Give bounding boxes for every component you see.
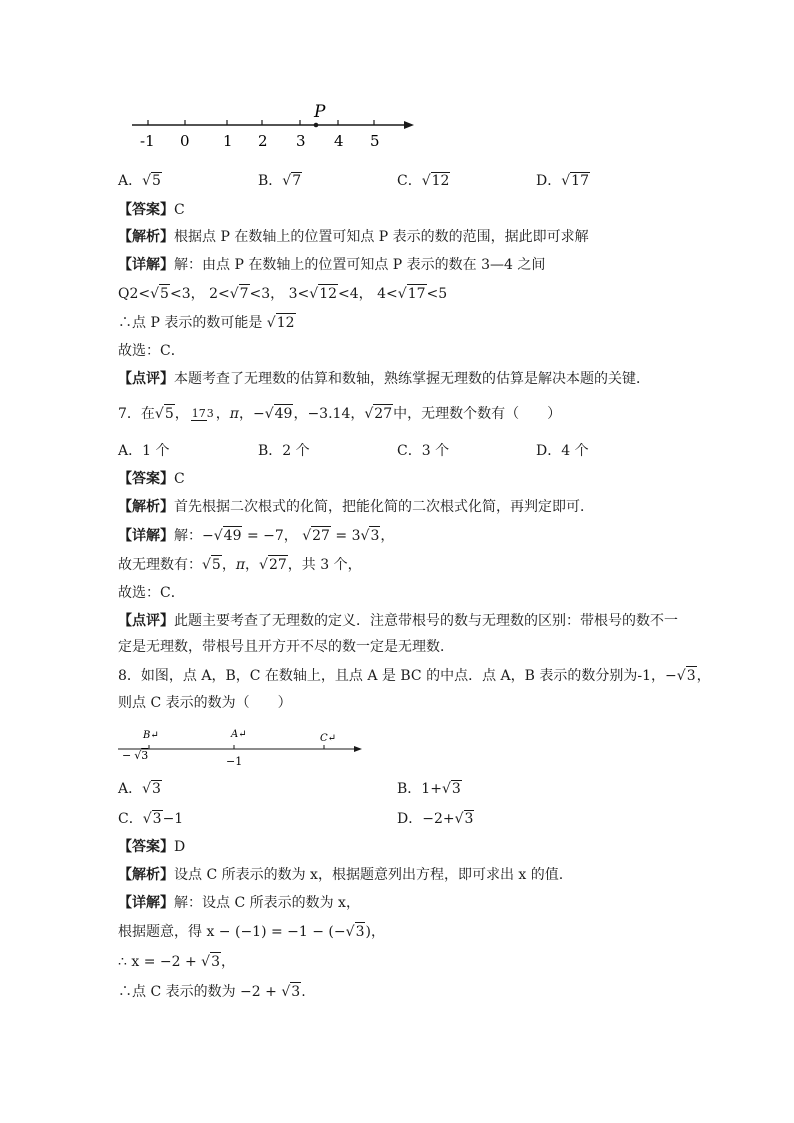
tick-label: 5 [370,132,380,150]
tick-label: 1 [223,132,233,150]
value-a: −1 [226,755,243,768]
q7-option-b: B．2 个 [258,443,310,459]
q6-option-a: A．√5 [118,173,161,189]
number-line-abc [116,722,366,772]
q8-detail: 【详解】解：设点 C 所表示的数为 x， [118,895,360,911]
q8-equation: 根据题意，得 x − (−1) = −1 − (−√3)， [118,924,385,940]
number-line-p [128,96,428,156]
q6-analysis: 【解析】根据点 P 在数轴上的位置可知点 P 表示的数的范围，据此即可求解 [118,229,589,245]
point-p [314,123,319,128]
q7-irrationals: 故无理数有：√5，π，√27，共 3 个， [118,557,362,573]
q6-option-c: C．√12 [397,173,450,189]
tick-label: 2 [258,132,268,150]
tick-label: -1 [140,132,155,150]
tick-label: 3 [296,132,306,150]
q7-choose: 故选：C． [118,585,185,601]
q7-analysis: 【解析】首先根据二次根式的化简，把能化简的二次根式化简，再判定即可． [118,499,594,515]
q8-stem-2: 则点 C 表示的数为（ ） [118,695,292,711]
q8-final: ∴点 C 表示的数为 −2 + √3. [118,984,306,1000]
q6-option-d: D．√17 [536,173,589,189]
q6-inequalities: Q2<√5<3， 2<√7<3， 3<√12<4， 4<√17<5 [118,286,448,302]
q8-analysis: 【解析】设点 C 所表示的数为 x，根据题意列出方程，即可求出 x 的值. [118,867,564,883]
tick-label: 4 [334,132,344,150]
q6-choose: 故选：C． [118,343,185,359]
q7-comment-1: 【点评】此题主要考查了无理数的定义．注意带根号的数与无理数的区别：带根号的数不一 [118,613,678,629]
q8-option-a: A．√3 [118,781,161,797]
q7-option-d: D．4 个 [536,443,589,459]
q7-option-c: C．3 个 [397,443,450,459]
q6-detail: 【详解】解：由点 P 在数轴上的位置可知点 P 表示的数在 3—4 之间 [118,257,546,273]
q8-option-c: C．√3−1 [118,811,184,827]
q6-comment: 【点评】本题考查了无理数的估算和数轴，熟练掌握无理数的估算是解决本题的关键． [118,371,650,387]
point-p-label: P [314,102,326,122]
q8-stem-1: 8．如图，点 A，B，C 在数轴上，且点 A 是 BC 的中点．点 A，B 表示的数分别为-1，−√3， [118,668,711,684]
q8-x-value: ∴ x = −2 + √3， [118,954,235,970]
label-c: C↵ [320,733,337,744]
q7-option-a: A．1 个 [118,443,170,459]
value-b: − √3 [122,749,149,762]
q7-answer: 【答案】C [118,471,185,487]
q6-therefore: ∴点 P 表示的数可能是 √12 [118,315,295,331]
q6-answer: 【答案】C [118,202,185,218]
q8-answer: 【答案】D [118,839,186,855]
q8-option-d: D．−2+√3 [397,811,474,827]
tick-label: 0 [180,132,190,150]
q7-comment-2: 定是无理数，带根号且开方开不尽的数一定是无理数． [118,639,454,655]
q6-option-b: B．√7 [258,173,302,189]
label-b: B↵ [143,730,159,741]
q7-detail: 【详解】解：−√49 = −7， √27 = 3√3， [118,528,395,544]
q8-option-b: B．1+√3 [397,781,461,797]
q7-stem: 7．在√5， 173 ，π，−√49，−3.14̇，√27中，无理数个数有（ ） [118,406,562,422]
label-a: A↵ [231,729,247,740]
